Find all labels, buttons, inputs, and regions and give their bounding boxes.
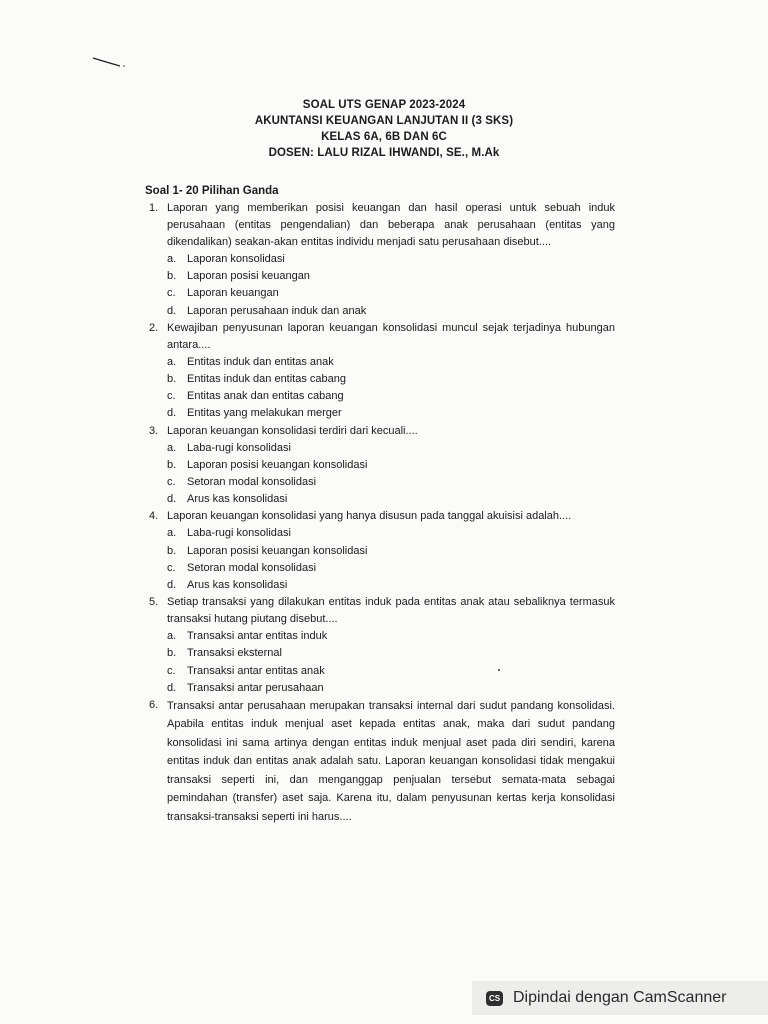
option-text: Laporan posisi keuangan konsolidasi: [187, 544, 368, 557]
question-1: [145, 200, 615, 320]
question-list: [145, 200, 615, 826]
option-letter: b.: [167, 647, 177, 660]
option-text: Laporan keuangan: [187, 287, 279, 300]
option-letter: b.: [167, 544, 177, 557]
option-text: Arus kas konsolidasi: [187, 493, 288, 506]
option-letter: d.: [167, 681, 177, 694]
question-2: [145, 320, 615, 423]
option-item: [167, 628, 615, 645]
option-letter: b.: [167, 373, 177, 386]
option-letter: a.: [167, 527, 177, 540]
question-4: [145, 508, 615, 594]
option-text: Transaksi antar perusahaan: [187, 681, 324, 694]
question-text: Setiap transaksi yang dilakukan entitas induk pada entitas anak atau sebaliknya termasuk transaksi hutang piutang disebut....: [167, 596, 615, 626]
question-number: 4.: [149, 510, 159, 523]
option-list: [167, 525, 615, 594]
option-list: [167, 440, 615, 509]
section-title: Soal 1- 20 Pilihan Ganda: [145, 185, 279, 197]
exam-header: [0, 97, 768, 161]
option-item: [167, 645, 615, 662]
option-text: Setoran modal konsolidasi: [187, 476, 317, 489]
question-5: [145, 594, 615, 697]
option-item: [167, 474, 615, 491]
question-text: Transaksi antar perusahaan merupakan transaksi internal dari sudut pandang konsolidasi. Apabila entitas induk menjual aset kepada entitas anak, maka dari sudut pandang konsolidasi ini sama artinya dengan entitas induk menjual aset pada diri sendiri, karena entitas induk dan entitas anak adalah satu. Laporan keuangan konsolidasi tidak mengakui transaksi seperti ini, dan menganggap penjualan tersebut semata-mata sebagai pemindahan (transfer) aset saja. Karena itu, dalam penyusunan kertas kerja konsolidasi transaksi-transaksi seperti ini harus....: [167, 700, 615, 823]
option-text: Entitas yang melakukan merger: [187, 407, 342, 420]
lecturer-name: DOSEN: LALU RIZAL IHWANDI, SE., M.Ak: [268, 147, 500, 159]
option-text: Laba-rugi konsolidasi: [187, 527, 291, 540]
option-text: Transaksi antar entitas induk: [187, 630, 328, 643]
question-text: Laporan yang memberikan posisi keuangan dan hasil operasi untuk sebuah induk perusahaan (entitas pengendalian) dan beberapa anak perusahaan (entitas yang dikendalikan) seakan-akan entitas individu menjadi satu perusahaan disebut....: [167, 202, 615, 248]
question-number: 1.: [149, 202, 159, 214]
option-item: [167, 285, 615, 302]
option-item: [167, 440, 615, 457]
option-text: Transaksi eksternal: [187, 647, 282, 660]
option-letter: b.: [167, 458, 177, 471]
option-text: Setoran modal konsolidasi: [187, 561, 317, 574]
question-text: Kewajiban penyusunan laporan keuangan konsolidasi muncul sejak terjadinya hubungan antara....: [167, 321, 615, 351]
option-letter: c.: [167, 664, 176, 677]
option-text: Entitas induk dan entitas anak: [187, 355, 334, 368]
option-letter: a.: [167, 355, 177, 368]
option-letter: d.: [167, 579, 177, 592]
option-item: [167, 388, 615, 405]
option-item: [167, 663, 615, 680]
option-letter: a.: [167, 253, 177, 265]
question-3: [145, 423, 615, 509]
option-letter: c.: [167, 390, 176, 403]
option-text: Entitas anak dan entitas cabang: [187, 390, 344, 403]
option-text: Laba-rugi konsolidasi: [187, 441, 291, 454]
option-text: Laporan posisi keuangan konsolidasi: [187, 458, 368, 471]
option-text: Laporan perusahaan induk dan anak: [187, 304, 367, 317]
exam-title: SOAL UTS GENAP 2023-2024: [302, 99, 466, 111]
option-letter: b.: [167, 270, 177, 283]
option-letter: d.: [167, 304, 177, 317]
option-letter: a.: [167, 441, 177, 454]
option-text: Entitas induk dan entitas cabang: [187, 373, 347, 386]
option-item: [167, 577, 615, 594]
option-list: [167, 628, 615, 697]
option-list: [167, 251, 615, 320]
question-6: [145, 697, 615, 826]
option-item: [167, 268, 615, 285]
option-text: Laporan konsolidasi: [187, 253, 285, 265]
option-letter: c.: [167, 287, 176, 300]
question-number: 5.: [149, 596, 159, 609]
option-item: [167, 354, 615, 371]
question-number: 6.: [149, 699, 159, 712]
camscanner-logo-icon: CS: [486, 991, 503, 1006]
question-text: Laporan keuangan konsolidasi yang hanya disusun pada tanggal akuisisi adalah....: [167, 510, 572, 523]
option-item: [167, 405, 615, 422]
option-item: [167, 491, 615, 508]
question-text: Laporan keuangan konsolidasi terdiri dari kecuali....: [167, 424, 418, 437]
option-letter: d.: [167, 493, 177, 506]
option-item: [167, 543, 615, 560]
option-letter: d.: [167, 407, 177, 420]
option-item: [167, 457, 615, 474]
camscanner-watermark: [472, 981, 768, 1015]
course-name: AKUNTANSI KEUANGAN LANJUTAN II (3 SKS): [254, 115, 514, 127]
option-text: Arus kas konsolidasi: [187, 579, 288, 592]
pen-mark-icon: [92, 56, 128, 70]
option-letter: c.: [167, 561, 176, 574]
question-number: 3.: [149, 424, 159, 437]
scan-speck: [498, 669, 500, 671]
option-item: [167, 525, 615, 542]
option-text: Transaksi antar entitas anak: [187, 664, 325, 677]
watermark-text: Dipindai dengan CamScanner: [513, 989, 727, 1006]
option-item: [167, 371, 615, 388]
option-item: [167, 251, 615, 268]
option-item: [167, 680, 615, 697]
class-list: KELAS 6A, 6B DAN 6C: [321, 131, 447, 143]
option-item: [167, 560, 615, 577]
option-item: [167, 303, 615, 320]
option-letter: a.: [167, 630, 177, 643]
option-list: [167, 354, 615, 423]
option-text: Laporan posisi keuangan: [187, 270, 310, 283]
option-letter: c.: [167, 476, 176, 489]
question-number: 2.: [149, 321, 159, 334]
